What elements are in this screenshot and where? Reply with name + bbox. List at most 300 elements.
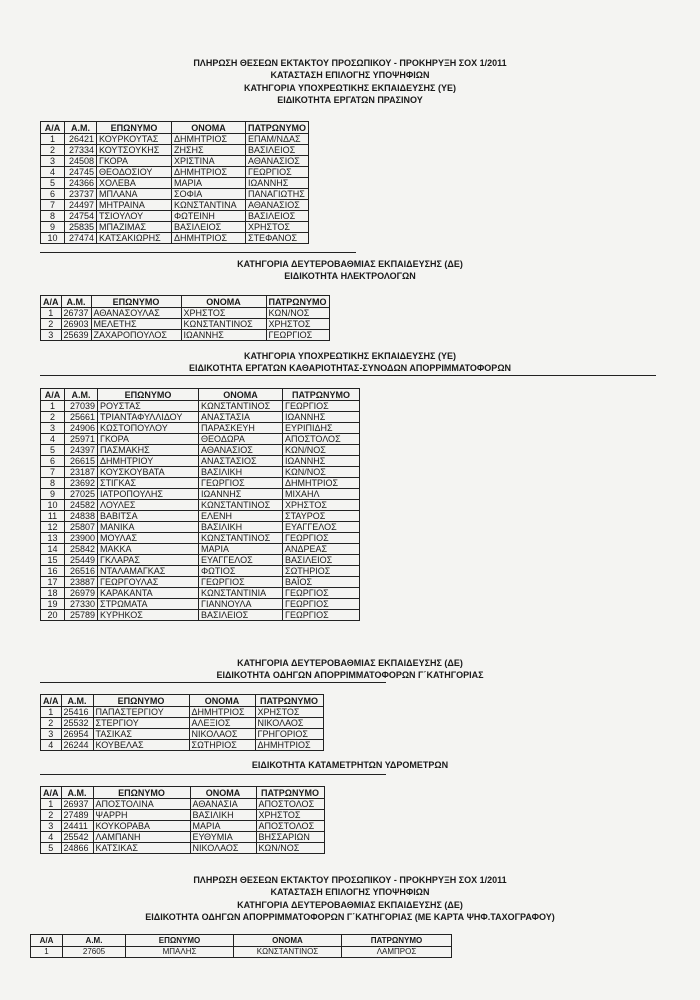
table-row [41, 832, 325, 843]
cell-aa: 6 [41, 456, 65, 467]
col-name: ΟΝΟΜΑ [172, 122, 246, 134]
cell-father: ΝΙΚΟΛΑΟΣ [255, 718, 323, 729]
cell-surname: ΣΤΡΩΜΑΤΑ [98, 599, 199, 610]
cell-aa: 12 [41, 522, 65, 533]
cell-father: ΧΡΗΣΤΟΣ [246, 222, 309, 233]
cell-surname: ΣΤΕΡΓΙΟΥ [93, 718, 189, 729]
cell-surname: ΑΠΟΣΤΟΛΙΝΑ [93, 799, 190, 810]
table-row [41, 167, 309, 178]
cell-aa: 5 [41, 178, 65, 189]
table-row [41, 401, 360, 412]
cell-surname: ΚΟΥΒΕΛΑΣ [93, 740, 189, 751]
cell-aa: 19 [41, 599, 65, 610]
cell-name: ΕΥΑΓΓΕΛΟΣ [199, 555, 283, 566]
col-aa: Α/Α [41, 122, 65, 134]
cell-name: ΑΘΑΝΑΣΙΑ [190, 799, 256, 810]
cell-father: ΧΡΗΣΤΟΣ [283, 500, 360, 511]
cell-name: ΔΗΜΗΤΡΙΟΣ [172, 233, 246, 244]
cell-name: ΧΡΗΣΤΟΣ [181, 308, 266, 319]
cell-name: ΚΩΝΣΤΑΝΤΙΝΟΣ [199, 533, 283, 544]
cell-surname: ΚΑΤΣΑΚΙΩΡΗΣ [97, 233, 172, 244]
cell-father: ΓΕΩΡΓΙΟΣ [266, 330, 329, 341]
cell-surname: ΝΤΑΛΑΜΑΓΚΑΣ [98, 566, 199, 577]
table-row [41, 178, 309, 189]
cell-father: ΒΑΣΙΛΕΙΟΣ [246, 145, 309, 156]
cell-surname: ΨΑΡΡΗ [93, 810, 190, 821]
divider [40, 375, 656, 376]
cell-father: ΑΠΟΣΤΟΛΟΣ [283, 434, 360, 445]
col-father: ΠΑΤΡΩΝΥΜΟ [266, 296, 329, 308]
cell-father: ΕΠΑΜ/ΝΔΑΣ [246, 134, 309, 145]
cell-father: ΣΤΑΥΡΟΣ [283, 511, 360, 522]
specialty-title: ΕΙΔΙΚΟΤΗΤΑ ΕΡΓΑΤΩΝ ΚΑΘΑΡΙΟΤΗΤΑΣ-ΣΥΝΟΔΩΝ ΑΠΟΡΡΙΜΜΑΤΟΦΟΡΩΝ [188, 363, 512, 373]
cell-surname: ΚΥΡΗΚΟΣ [98, 610, 199, 621]
cell-am: 27334 [65, 145, 97, 156]
cell-am: 25542 [61, 832, 93, 843]
cell-aa: 1 [31, 947, 63, 958]
cell-surname: ΜΑΚΚΑ [98, 544, 199, 555]
table-row [41, 555, 360, 566]
col-father: ΠΑΤΡΩΝΥΜΟ [255, 695, 323, 707]
cell-am: 27489 [61, 810, 93, 821]
table-row [41, 588, 360, 599]
cell-surname: ΚΟΥΡΚΟΥΤΑΣ [97, 134, 172, 145]
cell-surname: ΚΟΥΚΟΡΑΒΑ [93, 821, 190, 832]
cell-name: ΖΗΣΗΣ [172, 145, 246, 156]
table-row [41, 522, 360, 533]
cell-am: 25835 [65, 222, 97, 233]
col-am: Α.Μ. [63, 935, 126, 947]
cell-father: ΓΕΩΡΓΙΟΣ [283, 610, 360, 621]
col-surname: ΕΠΩΝΥΜΟ [98, 389, 199, 401]
cell-aa: 2 [41, 718, 62, 729]
cell-surname: ΤΑΣΙΚΑΣ [93, 729, 189, 740]
cell-surname: ΜΗΤΡΑΙΝΑ [97, 200, 172, 211]
cell-name: ΑΝΑΣΤΑΣΙΟΣ [199, 456, 283, 467]
cell-aa: 1 [41, 401, 65, 412]
table-row [41, 500, 360, 511]
cell-name: ΚΩΝΣΤΑΝΤΙΝΟΣ [199, 401, 283, 412]
cell-aa: 20 [41, 610, 65, 621]
table-row [31, 947, 452, 958]
col-aa: Α/Α [31, 935, 63, 947]
cell-am: 25842 [65, 544, 98, 555]
table-row [41, 610, 360, 621]
cell-father: ΚΩΝ/ΝΟΣ [256, 843, 324, 854]
cell-am: 27605 [63, 947, 126, 958]
cell-name: ΚΩΝΣΤΑΝΤΙΝΟΣ [234, 947, 342, 958]
category-title: ΚΑΤΗΓΟΡΙΑ ΔΕΥΤΕΡΟΒΑΘΜΙΑΣ ΕΚΠΑΙΔΕΥΣΗΣ (ΔΕ) [237, 658, 463, 668]
cell-name: ΑΘΑΝΑΣΙΟΣ [199, 445, 283, 456]
cell-name: ΔΗΜΗΤΡΙΟΣ [189, 707, 255, 718]
cell-am: 25449 [65, 555, 98, 566]
cell-surname: ΡΟΥΣΤΑΣ [98, 401, 199, 412]
cell-surname: ΜΠΑΛΗΣ [126, 947, 234, 958]
table-row [41, 434, 360, 445]
cell-aa: 14 [41, 544, 65, 555]
cell-name: ΚΩΝΣΤΑΝΤΙΝΙΑ [199, 588, 283, 599]
col-aa: Α/Α [41, 296, 62, 308]
cell-aa: 5 [41, 843, 62, 854]
table-row [41, 707, 324, 718]
cell-name: ΔΗΜΗΤΡΙΟΣ [172, 134, 246, 145]
table-tachograph-drivers [30, 934, 452, 958]
cell-name: ΕΛΕΝΗ [199, 511, 283, 522]
cell-name: ΜΑΡΙΑ [172, 178, 246, 189]
cell-aa: 4 [41, 167, 65, 178]
cell-name: ΝΙΚΟΛΑΟΣ [190, 843, 256, 854]
cell-father: ΑΠΟΣΤΟΛΟΣ [256, 799, 324, 810]
cell-name: ΣΩΤΗΡΙΟΣ [189, 740, 255, 751]
cell-father: ΕΥΡΙΠΙΔΗΣ [283, 423, 360, 434]
cell-am: 27039 [65, 401, 98, 412]
cell-father: ΒΑΪΟΣ [283, 577, 360, 588]
cell-aa: 2 [41, 412, 65, 423]
cell-name: ΒΑΣΙΛΙΚΗ [199, 522, 283, 533]
table-row [41, 456, 360, 467]
cell-father: ΑΝΔΡΕΑΣ [283, 544, 360, 555]
cell-name: ΙΩΑΝΝΗΣ [199, 489, 283, 500]
cell-surname: ΚΩΣΤΟΠΟΥΛΟΥ [98, 423, 199, 434]
divider [40, 682, 386, 683]
cell-father: ΚΩΝ/ΝΟΣ [266, 308, 329, 319]
cell-am: 27474 [65, 233, 97, 244]
table-water-meter-readers [40, 786, 325, 854]
table-row [41, 799, 325, 810]
table-row [41, 189, 309, 200]
cell-am: 23692 [65, 478, 98, 489]
specialty-title: ΕΙΔΙΚΟΤΗΤΑ ΟΔΗΓΩΝ ΑΠΟΡΡΙΜΜΑΤΟΦΟΡΩΝ Γ΄ΚΑΤΗΓΟΡΙΑΣ (ΜΕ ΚΑΡΤΑ ΨΗΦ.ΤΑΧΟΓΡΑΦΟΥ) [145, 912, 555, 922]
cell-father: ΙΩΑΝΝΗΣ [246, 178, 309, 189]
cell-father: ΕΥΑΓΓΕΛΟΣ [283, 522, 360, 533]
table-row [41, 319, 330, 330]
cell-name: ΠΑΡΑΣΚΕΥΗ [199, 423, 283, 434]
announcement-title: ΠΛΗΡΩΣΗ ΘΕΣΕΩΝ ΕΚΤΑΚΤΟΥ ΠΡΟΣΩΠΙΚΟΥ - ΠΡΟΚΗΡΥΞΗ ΣΟΧ 1/2011 [193, 875, 507, 885]
cell-aa: 1 [41, 134, 65, 145]
cell-aa: 8 [41, 211, 65, 222]
cell-am: 24906 [65, 423, 98, 434]
table-row [41, 478, 360, 489]
cell-name: ΓΕΩΡΓΙΟΣ [199, 478, 283, 489]
cell-father: ΚΩΝ/ΝΟΣ [283, 467, 360, 478]
cell-surname: ΚΑΡΑΚΑΝΤΑ [98, 588, 199, 599]
cell-aa: 1 [41, 308, 62, 319]
cell-aa: 8 [41, 478, 65, 489]
cell-surname: ΘΕΟΔΟΣΙΟΥ [97, 167, 172, 178]
cell-aa: 15 [41, 555, 65, 566]
col-father: ΠΑΤΡΩΝΥΜΟ [246, 122, 309, 134]
cell-surname: ΓΚΟΡΑ [97, 156, 172, 167]
cell-father: ΓΕΩΡΓΙΟΣ [283, 401, 360, 412]
table-header-row [41, 787, 325, 799]
cell-am: 24508 [65, 156, 97, 167]
cell-am: 23187 [65, 467, 98, 478]
table-green-workers [40, 121, 309, 244]
col-aa: Α/Α [41, 787, 62, 799]
col-surname: ΕΠΩΝΥΜΟ [97, 122, 172, 134]
cell-father: ΣΩΤΗΡΙΟΣ [283, 566, 360, 577]
table-row [41, 330, 330, 341]
cell-name: ΦΩΤΕΙΝΗ [172, 211, 246, 222]
cell-father: ΣΤΕΦΑΝΟΣ [246, 233, 309, 244]
cell-aa: 1 [41, 799, 62, 810]
specialty-title: ΕΙΔΙΚΟΤΗΤΑ ΟΔΗΓΩΝ ΑΠΟΡΡΙΜΜΑΤΟΦΟΡΩΝ Γ΄ΚΑΤΗΓΟΡΙΑΣ [216, 670, 484, 680]
divider [40, 252, 356, 253]
cell-aa: 18 [41, 588, 65, 599]
cell-father: ΙΩΑΝΝΗΣ [283, 412, 360, 423]
cell-surname: ΜΠΛΑΝΑ [97, 189, 172, 200]
cell-am: 24754 [65, 211, 97, 222]
cell-surname: ΧΟΛΕΒΑ [97, 178, 172, 189]
col-am: Α.Μ. [61, 296, 91, 308]
cell-father: ΧΡΗΣΤΟΣ [266, 319, 329, 330]
table-row [41, 156, 309, 167]
cell-aa: 2 [41, 319, 62, 330]
table-truck-drivers [40, 694, 324, 751]
category-title: ΚΑΤΗΓΟΡΙΑ ΥΠΟΧΡΕΩΤΙΚΗΣ ΕΚΠΑΙΔΕΥΣΗΣ (ΥΕ) [244, 351, 456, 361]
table-row [41, 821, 325, 832]
cell-father: ΒΑΣΙΛΕΙΟΣ [246, 211, 309, 222]
table-header-row [41, 695, 324, 707]
table-row [41, 308, 330, 319]
selection-status-title: ΚΑΤΑΣΤΑΣΗ ΕΠΙΛΟΓΗΣ ΥΠΟΨΗΦΙΩΝ [270, 887, 430, 897]
col-am: Α.Μ. [61, 787, 93, 799]
cell-am: 24411 [61, 821, 93, 832]
cell-father: ΑΘΑΝΑΣΙΟΣ [246, 200, 309, 211]
cell-aa: 4 [41, 832, 62, 843]
table-cleaning-workers [40, 388, 360, 621]
table-header-row [41, 122, 309, 134]
announcement-title: ΠΛΗΡΩΣΗ ΘΕΣΕΩΝ ΕΚΤΑΚΤΟΥ ΠΡΟΣΩΠΙΚΟΥ - ΠΡΟΚΗΡΥΞΗ ΣΟΧ 1/2011 [193, 58, 507, 68]
table-row [41, 533, 360, 544]
cell-am: 26244 [61, 740, 93, 751]
cell-aa: 16 [41, 566, 65, 577]
cell-aa: 10 [41, 500, 65, 511]
cell-aa: 3 [41, 821, 62, 832]
cell-aa: 13 [41, 533, 65, 544]
cell-am: 25416 [61, 707, 93, 718]
cell-surname: ΠΑΣΜΑΚΗΣ [98, 445, 199, 456]
table-row [41, 412, 360, 423]
cell-surname: ΣΤΙΓΚΑΣ [98, 478, 199, 489]
table-row [41, 544, 360, 555]
col-surname: ΕΠΩΝΥΜΟ [93, 787, 190, 799]
cell-aa: 10 [41, 233, 65, 244]
table-row [41, 577, 360, 588]
cell-am: 26954 [61, 729, 93, 740]
cell-aa: 17 [41, 577, 65, 588]
divider [40, 774, 386, 775]
col-surname: ΕΠΩΝΥΜΟ [93, 695, 189, 707]
cell-name: ΚΩΝΣΤΑΝΤΙΝΟΣ [181, 319, 266, 330]
cell-am: 25639 [61, 330, 91, 341]
cell-name: ΒΑΣΙΛΕΙΟΣ [172, 222, 246, 233]
cell-aa: 6 [41, 189, 65, 200]
col-father: ΠΑΤΡΩΝΥΜΟ [342, 935, 452, 947]
table-row [41, 423, 360, 434]
cell-aa: 9 [41, 489, 65, 500]
table-header-row [41, 389, 360, 401]
cell-aa: 4 [41, 740, 62, 751]
table-row [41, 599, 360, 610]
cell-father: ΓΕΩΡΓΙΟΣ [283, 599, 360, 610]
cell-aa: 3 [41, 330, 62, 341]
cell-aa: 1 [41, 707, 62, 718]
cell-am: 25661 [65, 412, 98, 423]
cell-am: 26615 [65, 456, 98, 467]
cell-am: 26937 [61, 799, 93, 810]
cell-am: 26421 [65, 134, 97, 145]
cell-aa: 7 [41, 200, 65, 211]
cell-am: 27025 [65, 489, 98, 500]
cell-name: ΕΥΘΥΜΙΑ [190, 832, 256, 843]
cell-name: ΒΑΣΙΛΙΚΗ [199, 467, 283, 478]
specialty-title: ΕΙΔΙΚΟΤΗΤΑ ΚΑΤΑΜΕΤΡΗΤΩΝ ΥΔΡΟΜΕΤΡΩΝ [251, 760, 449, 770]
cell-aa: 11 [41, 511, 65, 522]
cell-surname: ΚΟΥΤΣΟΥΚΗΣ [97, 145, 172, 156]
table-row [41, 222, 309, 233]
cell-name: ΒΑΣΙΛΙΚΗ [190, 810, 256, 821]
col-am: Α.Μ. [65, 389, 98, 401]
table-row [41, 718, 324, 729]
cell-am: 23900 [65, 533, 98, 544]
table-row [41, 843, 325, 854]
cell-am: 24745 [65, 167, 97, 178]
cell-father: ΧΡΗΣΤΟΣ [256, 810, 324, 821]
cell-aa: 9 [41, 222, 65, 233]
cell-father: ΜΙΧΑΗΛ [283, 489, 360, 500]
category-title: ΚΑΤΗΓΟΡΙΑ ΔΕΥΤΕΡΟΒΑΘΜΙΑΣ ΕΚΠΑΙΔΕΥΣΗΣ (ΔΕ) [237, 900, 463, 910]
cell-am: 23887 [65, 577, 98, 588]
cell-name: ΑΛΕΞΙΟΣ [189, 718, 255, 729]
cell-surname: ΤΡΙΑΝΤΑΦΥΛΛΙΔΟΥ [98, 412, 199, 423]
cell-surname: ΒΑΒΙΤΣΑ [98, 511, 199, 522]
cell-father: ΔΗΜΗΤΡΙΟΣ [283, 478, 360, 489]
table-row [41, 511, 360, 522]
cell-father: ΒΑΣΙΛΕΙΟΣ [283, 555, 360, 566]
table-row [41, 134, 309, 145]
col-am: Α.Μ. [65, 122, 97, 134]
col-name: ΟΝΟΜΑ [189, 695, 255, 707]
cell-am: 25807 [65, 522, 98, 533]
table-header-row [31, 935, 452, 947]
cell-father: ΓΕΩΡΓΙΟΣ [246, 167, 309, 178]
cell-father: ΠΑΝΑΓΙΩΤΗΣ [246, 189, 309, 200]
col-name: ΟΝΟΜΑ [234, 935, 342, 947]
cell-name: ΧΡΙΣΤΙΝΑ [172, 156, 246, 167]
col-surname: ΕΠΩΝΥΜΟ [91, 296, 181, 308]
cell-aa: 2 [41, 145, 65, 156]
cell-am: 27330 [65, 599, 98, 610]
cell-am: 25971 [65, 434, 98, 445]
cell-am: 24397 [65, 445, 98, 456]
cell-surname: ΓΚΟΡΑ [98, 434, 199, 445]
col-aa: Α/Α [41, 695, 62, 707]
cell-surname: ΑΘΑΝΑΣΟΥΛΑΣ [91, 308, 181, 319]
table-row [41, 740, 324, 751]
cell-surname: ΙΑΤΡΟΠΟΥΛΗΣ [98, 489, 199, 500]
cell-surname: ΤΣΙΟΥΛΟΥ [97, 211, 172, 222]
table-electricians [40, 295, 330, 341]
cell-name: ΜΑΡΙΑ [190, 821, 256, 832]
cell-father: ΚΩΝ/ΝΟΣ [283, 445, 360, 456]
table-row [41, 445, 360, 456]
cell-name: ΚΩΝΣΤΑΝΤΙΝΑ [172, 200, 246, 211]
cell-surname: ΜΑΝΙΚΑ [98, 522, 199, 533]
cell-surname: ΛΑΜΠΑΝΗ [93, 832, 190, 843]
cell-am: 25789 [65, 610, 98, 621]
category-title: ΚΑΤΗΓΟΡΙΑ ΥΠΟΧΡΕΩΤΙΚΗΣ ΕΚΠΑΙΔΕΥΣΗΣ (ΥΕ) [244, 83, 456, 93]
cell-father: ΧΡΗΣΤΟΣ [255, 707, 323, 718]
cell-aa: 7 [41, 467, 65, 478]
cell-surname: ΜΕΛΕΤΗΣ [91, 319, 181, 330]
table-row [41, 566, 360, 577]
cell-am: 26516 [65, 566, 98, 577]
cell-name: ΑΝΑΣΤΑΣΙΑ [199, 412, 283, 423]
cell-name: ΙΩΑΝΝΗΣ [181, 330, 266, 341]
specialty-title: ΕΙΔΙΚΟΤΗΤΑ ΕΡΓΑΤΩΝ ΠΡΑΣΙΝΟΥ [277, 95, 423, 105]
cell-surname: ΖΑΧΑΡΟΠΟΥΛΟΣ [91, 330, 181, 341]
cell-am: 25532 [61, 718, 93, 729]
cell-am: 26737 [61, 308, 91, 319]
table-row [41, 233, 309, 244]
cell-father: ΔΗΜΗΤΡΙΟΣ [255, 740, 323, 751]
category-title: ΚΑΤΗΓΟΡΙΑ ΔΕΥΤΕΡΟΒΑΘΜΙΑΣ ΕΚΠΑΙΔΕΥΣΗΣ (ΔΕ) [237, 259, 463, 269]
cell-name: ΒΑΣΙΛΕΙΟΣ [199, 610, 283, 621]
cell-am: 26903 [61, 319, 91, 330]
cell-aa: 3 [41, 729, 62, 740]
cell-am: 24838 [65, 511, 98, 522]
cell-surname: ΓΕΩΡΓΟΥΛΑΣ [98, 577, 199, 588]
specialty-title: ΕΙΔΙΚΟΤΗΤΑ ΗΛΕΚΤΡΟΛΟΓΩΝ [284, 271, 416, 281]
cell-father: ΙΩΑΝΝΗΣ [283, 456, 360, 467]
cell-name: ΘΕΟΔΩΡΑ [199, 434, 283, 445]
col-surname: ΕΠΩΝΥΜΟ [126, 935, 234, 947]
col-aa: Α/Α [41, 389, 65, 401]
cell-am: 24366 [65, 178, 97, 189]
cell-aa: 3 [41, 423, 65, 434]
selection-status-title: ΚΑΤΑΣΤΑΣΗ ΕΠΙΛΟΓΗΣ ΥΠΟΨΗΦΙΩΝ [270, 70, 430, 80]
cell-am: 24582 [65, 500, 98, 511]
cell-aa: 4 [41, 434, 65, 445]
col-name: ΟΝΟΜΑ [199, 389, 283, 401]
cell-surname: ΠΑΠΑΣΤΕΡΓΙΟΥ [93, 707, 189, 718]
col-father: ΠΑΤΡΩΝΥΜΟ [256, 787, 324, 799]
cell-name: ΣΟΦΙΑ [172, 189, 246, 200]
col-father: ΠΑΤΡΩΝΥΜΟ [283, 389, 360, 401]
cell-am: 24866 [61, 843, 93, 854]
cell-name: ΝΙΚΟΛΑΟΣ [189, 729, 255, 740]
cell-surname: ΜΟΥΛΑΣ [98, 533, 199, 544]
cell-name: ΜΑΡΙΑ [199, 544, 283, 555]
cell-name: ΓΙΑΝΝΟΥΛΑ [199, 599, 283, 610]
table-row [41, 145, 309, 156]
table-row [41, 810, 325, 821]
table-row [41, 489, 360, 500]
table-row [41, 729, 324, 740]
cell-am: 23737 [65, 189, 97, 200]
col-am: Α.Μ. [61, 695, 93, 707]
cell-am: 24497 [65, 200, 97, 211]
cell-father: ΒΗΣΣΑΡΙΩΝ [256, 832, 324, 843]
cell-father: ΑΠΟΣΤΟΛΟΣ [256, 821, 324, 832]
cell-father: ΓΕΩΡΓΙΟΣ [283, 588, 360, 599]
cell-father: ΑΘΑΝΑΣΙΟΣ [246, 156, 309, 167]
cell-surname: ΚΑΤΣΙΚΑΣ [93, 843, 190, 854]
table-row [41, 200, 309, 211]
col-name: ΟΝΟΜΑ [190, 787, 256, 799]
table-header-row [41, 296, 330, 308]
